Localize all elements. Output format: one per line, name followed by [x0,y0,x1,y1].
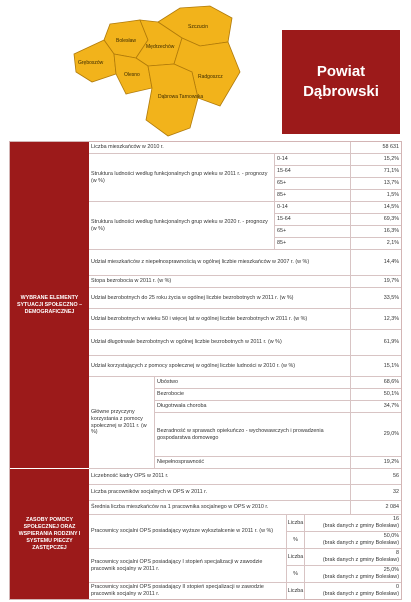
unemployed-25-label: Udział bezrobotnych do 25 roku życia w ogólnej liczbie bezrobotnych w 2011 r. (w %) [89,288,351,309]
spec-2-label: Pracownicy socjalni OPS posiadający II stopień specjalizacji w zawodzie pracownik socjalny w 2011 r. [89,583,287,599]
district-title-line1: Powiat [316,63,366,80]
social-help-label: Udział korzystających z pomocy społecznej w ogólnej liczbie ludności w 2010 r. (w %) [89,356,351,377]
higher-ed-pct-unit: % [287,532,305,549]
population-value: 58 631 [351,142,401,154]
structure-2020-value: 14,5% [351,202,401,214]
map-label-szczucin: Szczucin [188,24,209,30]
long-term-value: 61,9% [351,330,401,356]
higher-ed-count-cell [305,515,401,532]
reason-name: Ubóstwo [155,377,351,389]
structure-2011-age: 15-64 [275,166,351,178]
social-workers-value: 32 [351,485,401,501]
ops-staff-value: 56 [351,469,401,485]
spec-1-count: 8 [396,550,399,557]
district-map [70,2,245,140]
spec-1-pct-cell [305,566,401,583]
unemployed-50-value: 12,3% [351,309,401,330]
spec-2-count: 0 [396,584,399,591]
reason-value: 29,0% [351,413,401,457]
structure-2011-age: 0-14 [275,154,351,166]
district-title-line2: Dąbrowski [303,83,379,100]
map-label-radgoszcz: Radgoszcz [198,74,223,80]
social-workers-label: Liczba pracowników socjalnych w OPS w 2011 r. [89,485,351,501]
higher-ed-pct-note: (brak danych z gminy Bolesław) [322,540,399,546]
structure-2020-value: 69,3% [351,214,401,226]
residents-per-worker-label: Średnia liczba mieszkańców na 1 pracownika socjalnego w OPS w 2010 r. [89,501,351,515]
section-demographic: WYBRANE ELEMENTY SYTUACJI SPOŁECZNO – DEMOGRAFICZNEJ [10,142,89,469]
reason-name: Długotrwała choroba [155,401,351,413]
structure-2011-value: 13,7% [351,178,401,190]
spec-2-count-cell [305,583,401,599]
spec-2-count-unit: Liczba [287,583,305,599]
spec-1-pct-unit: % [287,566,305,583]
structure-2020-age: 0-14 [275,202,351,214]
reason-value: 34,7% [351,401,401,413]
higher-ed-count-unit: Liczba [287,515,305,532]
unemployed-25-value: 33,5% [351,288,401,309]
district-title-box [282,30,400,134]
spec-1-count-note: (brak danych z gminy Bolesław) [322,557,399,563]
unemployment-label: Stopa bezrobocia w 2011 r. (w %) [89,276,351,288]
disability-value: 14,4% [351,250,401,276]
structure-2020-label: Struktura ludności według funkcjonalnych grup wieku w 2020 r. - prognozy (w %) [89,202,275,250]
reason-value: 50,1% [351,389,401,401]
spec-2-count-note: (brak danych z gminy Bolesław) [322,591,399,597]
structure-2011-age: 85+ [275,190,351,202]
reason-value: 68,6% [351,377,401,389]
higher-ed-pct-cell [305,532,401,549]
spec-1-count-unit: Liczba [287,549,305,566]
map-label-medrzechow: Mędrzechów [146,44,175,50]
higher-ed-count: 16 [393,516,399,523]
higher-ed-pct: 50,0% [383,533,399,540]
reasons-label: Główne przyczyny korzystania z pomocy społecznej w 2011 r. (w %) [89,377,155,469]
structure-2011-label: Struktura ludności według funkcjonalnych grup wieku w 2011 r. - prognozy (w %) [89,154,275,202]
map-label-boleslaw: Bolesław [116,38,137,44]
higher-ed-label: Pracownicy socjalni OPS posiadający wyższe wykształcenie w 2011 r. (w %) [89,515,287,549]
social-help-value: 15,1% [351,356,401,377]
structure-2020-value: 2,1% [351,238,401,250]
map-label-dabrowa: Dąbrowa Tarnowska [158,94,204,100]
section-column [10,142,89,599]
unemployment-value: 19,7% [351,276,401,288]
structure-2020-age: 15-64 [275,214,351,226]
structure-2020-age: 65+ [275,226,351,238]
spec-1-count-cell [305,549,401,566]
spec-1-label: Pracownicy socjalni OPS posiadający I stopień specjalizacji w zawodzie pracownik socjalny w 2011 r. [89,549,287,583]
structure-2020-age: 85+ [275,238,351,250]
reason-name: Bezradność w sprawach opiekuńczo - wychowawczych i prowadzenia gospodarstwa domowego [155,413,351,457]
map-label-greboszow: Gręboszów [78,60,104,66]
reason-name: Bezrobocie [155,389,351,401]
structure-2011-age: 65+ [275,178,351,190]
reason-value: 19,2% [351,457,401,469]
higher-ed-count-note: (brak danych z gminy Bolesław) [322,523,399,529]
unemployed-50-label: Udział bezrobotnych w wieku 50 i więcej lat w ogólnej liczbie bezrobotnych w 2011 r. (w %) [89,309,351,330]
indicator-table [9,141,402,600]
spec-1-pct-note: (brak danych z gminy Bolesław) [322,574,399,580]
structure-2011-value: 15,2% [351,154,401,166]
structure-2011-value: 71,1% [351,166,401,178]
map-gmina-dabrowa [146,64,198,136]
structure-2011-value: 1,5% [351,190,401,202]
map-label-olesno: Olesno [124,72,140,78]
disability-label: Udział mieszkańców z niepełnosprawnością w ogólnej liczbie mieszkańców w 2007 r. (w %) [89,250,351,276]
reason-name: Niepełnosprawność [155,457,351,469]
spec-1-pct: 25,0% [383,567,399,574]
structure-2020-value: 16,3% [351,226,401,238]
residents-per-worker-value: 2 084 [351,501,401,515]
section-social-resources: ZASOBY POMOCY SPOŁECZNEJ ORAZ WSPIERANIA RODZINY I SYSTEMU PIECZY ZASTĘPCZEJ [10,469,89,599]
long-term-label: Udział długotrwale bezrobotnych w ogólnej liczbie bezrobotnych w 2011 r. (w %) [89,330,351,356]
population-label: Liczba mieszkańców w 2010 r. [89,142,351,154]
ops-staff-label: Liczebność kadry OPS w 2011 r. [89,469,351,485]
